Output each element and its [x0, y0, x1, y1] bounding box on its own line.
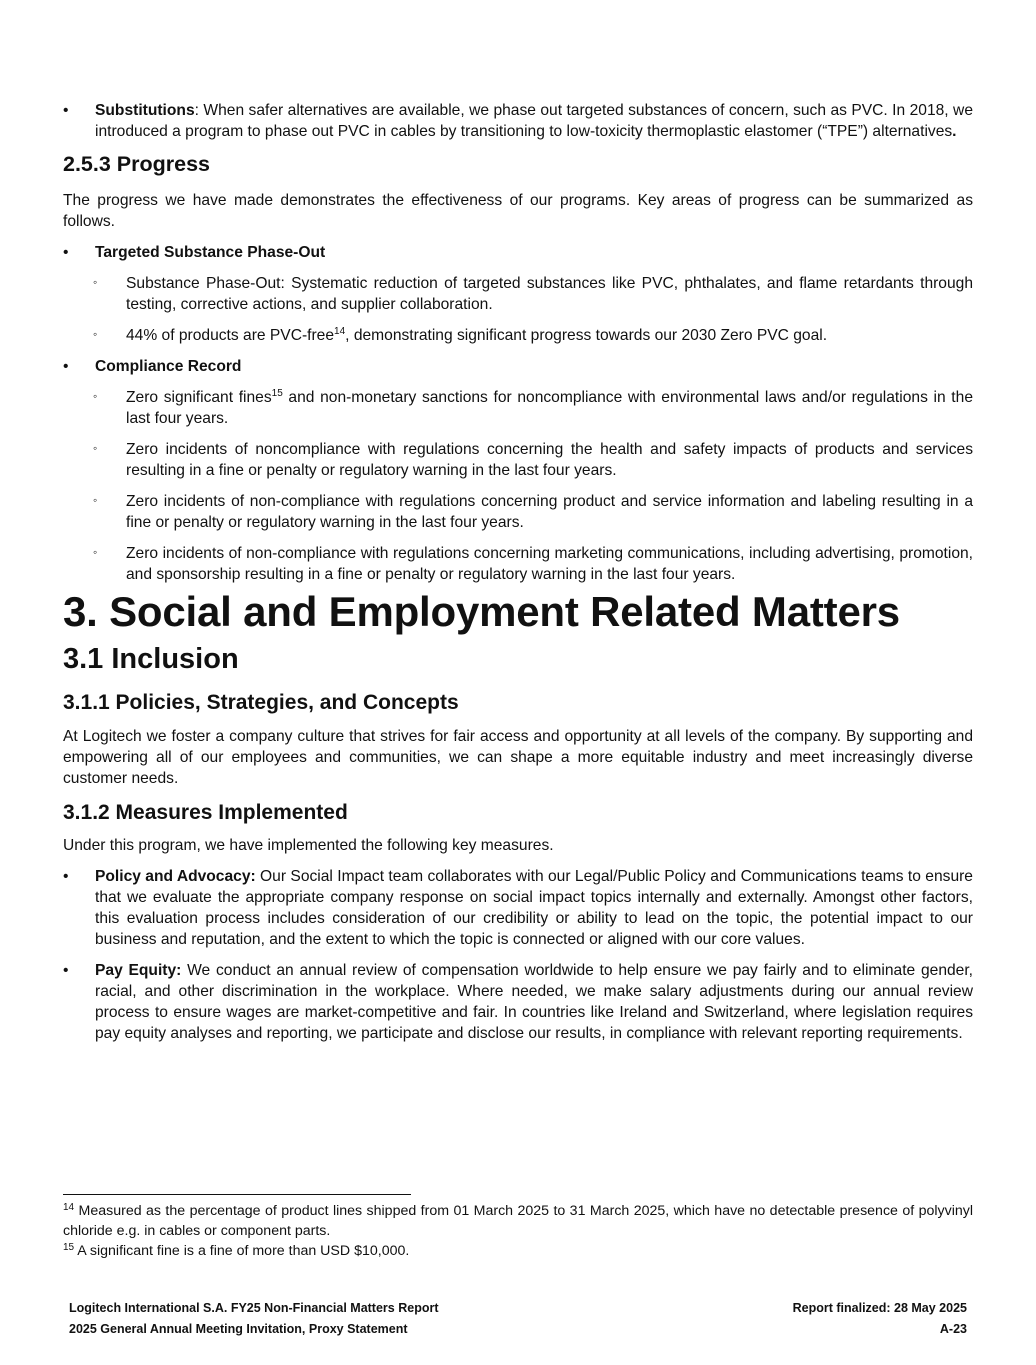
- phaseout-title: Targeted Substance Phase-Out: [95, 244, 326, 261]
- footnote-14-text: Measured as the percentage of product lines shipped from 01 March 2025 to 31 March 2025, which have no detectable presence of polyvinyl chloride e.g. in cables or component parts.: [63, 1203, 973, 1239]
- footnote-14: [63, 1201, 973, 1241]
- phaseout-item-2: [63, 325, 973, 346]
- footnote-ref-14[interactable]: 14: [334, 326, 346, 337]
- footnote-divider: [63, 1194, 411, 1195]
- substitutions-text: : When safer alternatives are available, we phase out targeted substances of concern, such as PVC. In 2018, we introduced a program to phase out PVC in cables by transitioning to low-toxicity thermoplastic elastomer (“TPE”) alternatives: [95, 102, 973, 140]
- bullet-glyph: •: [63, 244, 69, 261]
- substitutions-label: Substitutions: [95, 102, 195, 119]
- policy-advocacy-text: Our Social Impact team collaborates with our Legal/Public Policy and Communications teams to ensure that we evaluate the appropriate company response on social impact topics internally and externally. Amongst other factors, this evaluation process includes consideration of our credibility or ability to lead on the topic, the potential impact to our business and reputation, and the extent to which the topic is connected or aligned with our core values.: [95, 868, 973, 948]
- footnote-ref-15[interactable]: 15: [271, 388, 283, 399]
- progress-intro: The progress we have made demonstrates the effectiveness of our programs. Key areas of progress can be summarized as follows.: [63, 192, 973, 230]
- page-footer: [69, 1298, 967, 1340]
- compliance-item-1-text-end: and non-monetary sanctions for noncompliance with environmental laws and/or regulations in the last four years.: [126, 389, 973, 427]
- compliance-item-4-text: Zero incidents of non-compliance with regulations concerning marketing communications, including advertising, promotion, and sponsorship resulting in a fine or penalty or regulatory warning in the last four years.: [126, 545, 973, 583]
- bullet-glyph: •: [63, 962, 69, 979]
- pay-equity-label: Pay Equity:: [95, 962, 182, 979]
- progress-heading: 2.5.3 Progress: [63, 152, 211, 176]
- bullet-glyph: •: [63, 358, 69, 375]
- compliance-item-4: [63, 543, 973, 585]
- circle-bullet-glyph: ◦: [93, 493, 98, 507]
- compliance-item-1: [63, 387, 973, 429]
- measures-intro: Under this program, we have implemented the following key measures.: [63, 837, 554, 854]
- footer-page-number: A-23: [939, 1322, 967, 1336]
- compliance-title: Compliance Record: [95, 358, 242, 375]
- measures-heading: 3.1.2 Measures Implemented: [63, 801, 348, 824]
- phaseout-item-2-text: 44% of products are PVC-free: [126, 327, 335, 344]
- footnote-14-number: 14: [63, 1202, 75, 1213]
- circle-bullet-glyph: ◦: [93, 275, 98, 289]
- footnote-15: [63, 1241, 973, 1261]
- policies-heading: 3.1.1 Policies, Strategies, and Concepts: [63, 691, 459, 714]
- substitutions-bullet: [63, 100, 973, 142]
- circle-bullet-glyph: ◦: [93, 441, 98, 455]
- footer-meeting-title: 2025 General Annual Meeting Invitation, Proxy Statement: [69, 1322, 408, 1336]
- pay-equity-bullet: [63, 960, 973, 1044]
- phaseout-item-1: [63, 273, 973, 315]
- footnote-15-number: 15: [63, 1242, 75, 1253]
- section-3-title: 3. Social and Employment Related Matters: [63, 588, 900, 635]
- circle-bullet-glyph: ◦: [93, 545, 98, 559]
- footnotes: [63, 1194, 973, 1261]
- bullet-glyph: •: [63, 868, 69, 885]
- policy-advocacy-label: Policy and Advocacy:: [95, 868, 256, 885]
- phaseout-item-2-text-end: , demonstrating significant progress towards our 2030 Zero PVC goal.: [345, 327, 828, 344]
- policies-text: At Logitech we foster a company culture that strives for fair access and opportunity at all levels of the company. By supporting and empowering all of our employees and communities, we can shape a more equitable industry and meet increasingly diverse customer needs.: [63, 728, 973, 787]
- substitutions-end: .: [952, 123, 957, 140]
- footnote-15-text: A significant fine is a fine of more than USD $10,000.: [74, 1243, 410, 1259]
- phaseout-item-1-text: Substance Phase-Out: Systematic reduction of targeted substances like PVC, phthalates, and flame retardants through testing, corrective actions, and supplier collaboration.: [126, 275, 973, 313]
- circle-bullet-glyph: ◦: [93, 327, 98, 341]
- compliance-item-3-text: Zero incidents of non-compliance with regulations concerning product and service information and labeling resulting in a fine or penalty or regulatory warning in the last four years.: [126, 493, 973, 531]
- compliance-bullet: [63, 356, 973, 377]
- compliance-item-2: [63, 439, 973, 481]
- pay-equity-text: We conduct an annual review of compensation worldwide to help ensure we pay fairly and to eliminate gender, racial, and other discrimination in the workplace. Where needed, we make salary adjustments during our annual review process to ensure wages are market-competitive and fair. In countries like Ireland and Switzerland, where legislation requires pay equity analyses and reporting, we participate and disclose our results, in compliance with relevant reporting requirements.: [95, 962, 974, 1042]
- footer-report-date: Report finalized: 28 May 2025: [792, 1301, 967, 1315]
- phaseout-bullet: [63, 242, 973, 263]
- compliance-item-3: [63, 491, 973, 533]
- document-body: [63, 100, 973, 1054]
- inclusion-heading: 3.1 Inclusion: [63, 643, 239, 675]
- footer-report-title: Logitech International S.A. FY25 Non-Financial Matters Report: [69, 1301, 439, 1315]
- policy-advocacy-bullet: [63, 866, 973, 950]
- compliance-item-2-text: Zero incidents of noncompliance with regulations concerning the health and safety impacts of products and services resulting in a fine or penalty or regulatory warning in the last four years.: [126, 441, 973, 479]
- circle-bullet-glyph: ◦: [93, 389, 98, 403]
- bullet-glyph: •: [63, 102, 69, 119]
- compliance-item-1-text: Zero significant fines: [126, 389, 272, 406]
